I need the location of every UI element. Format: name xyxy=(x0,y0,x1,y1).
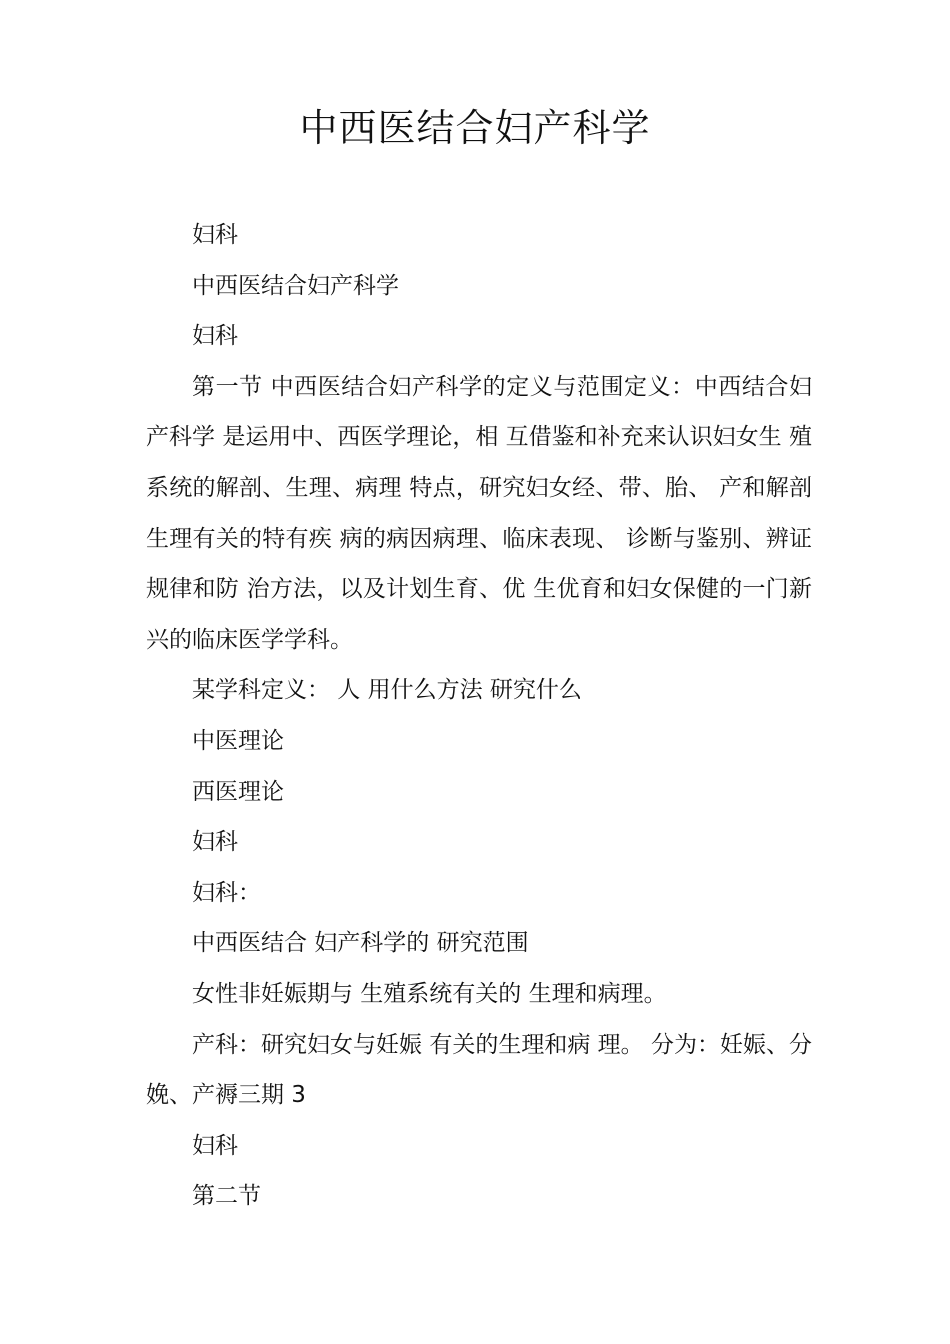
paragraph-heading-fuke-4: 妇科 xyxy=(192,1132,238,1159)
paragraph-tcm-theory: 中医理论 xyxy=(192,727,284,754)
paragraph-western-theory: 西医理论 xyxy=(192,778,284,805)
document-body xyxy=(146,210,812,1222)
paragraph-heading-fuke-2: 妇科 xyxy=(192,323,238,350)
paragraph-heading-fuke-3: 妇科 xyxy=(192,829,238,856)
paragraph-obstetrics: 产科：研究妇女与妊娠 有关的生理和病 理。 分为：妊娠、分 娩、产褥三期 3 xyxy=(146,1031,812,1109)
paragraph-discipline-definition: 某学科定义： 人 用什么方法 研究什么 xyxy=(192,677,582,704)
paragraph-non-pregnancy: 女性非妊娠期与 生殖系统有关的 生理和病理。 xyxy=(192,980,667,1007)
paragraph-heading-fuke-1: 妇科 xyxy=(192,222,238,248)
paragraph-subject-title: 中西医结合妇产科学 xyxy=(192,272,399,299)
paragraph-section-two: 第二节 xyxy=(192,1183,261,1210)
document-title: 中西医结合妇产科学 xyxy=(299,106,651,150)
paragraph-definition: 第一节 中西医结合妇产科学的定义与范围定义：中西结合妇产科学 是运用中、西医学理论，相 互借鉴和补充来认识妇女生 殖系统的解剖、生理、病理 特点，研究妇女经、带、胎、 产和解剖生理有关的特有疾 病的病因病理、临床表现、 诊断与鉴别、辨证规律和防 治方法，以及计划生育、优 生优育和妇女保健的一门新 兴的临床医学学科。 xyxy=(146,373,812,653)
paragraph-gynecology-label: 妇科： xyxy=(192,879,261,906)
paragraph-research-scope: 中西医结合 妇产科学的 研究范围 xyxy=(192,930,529,957)
